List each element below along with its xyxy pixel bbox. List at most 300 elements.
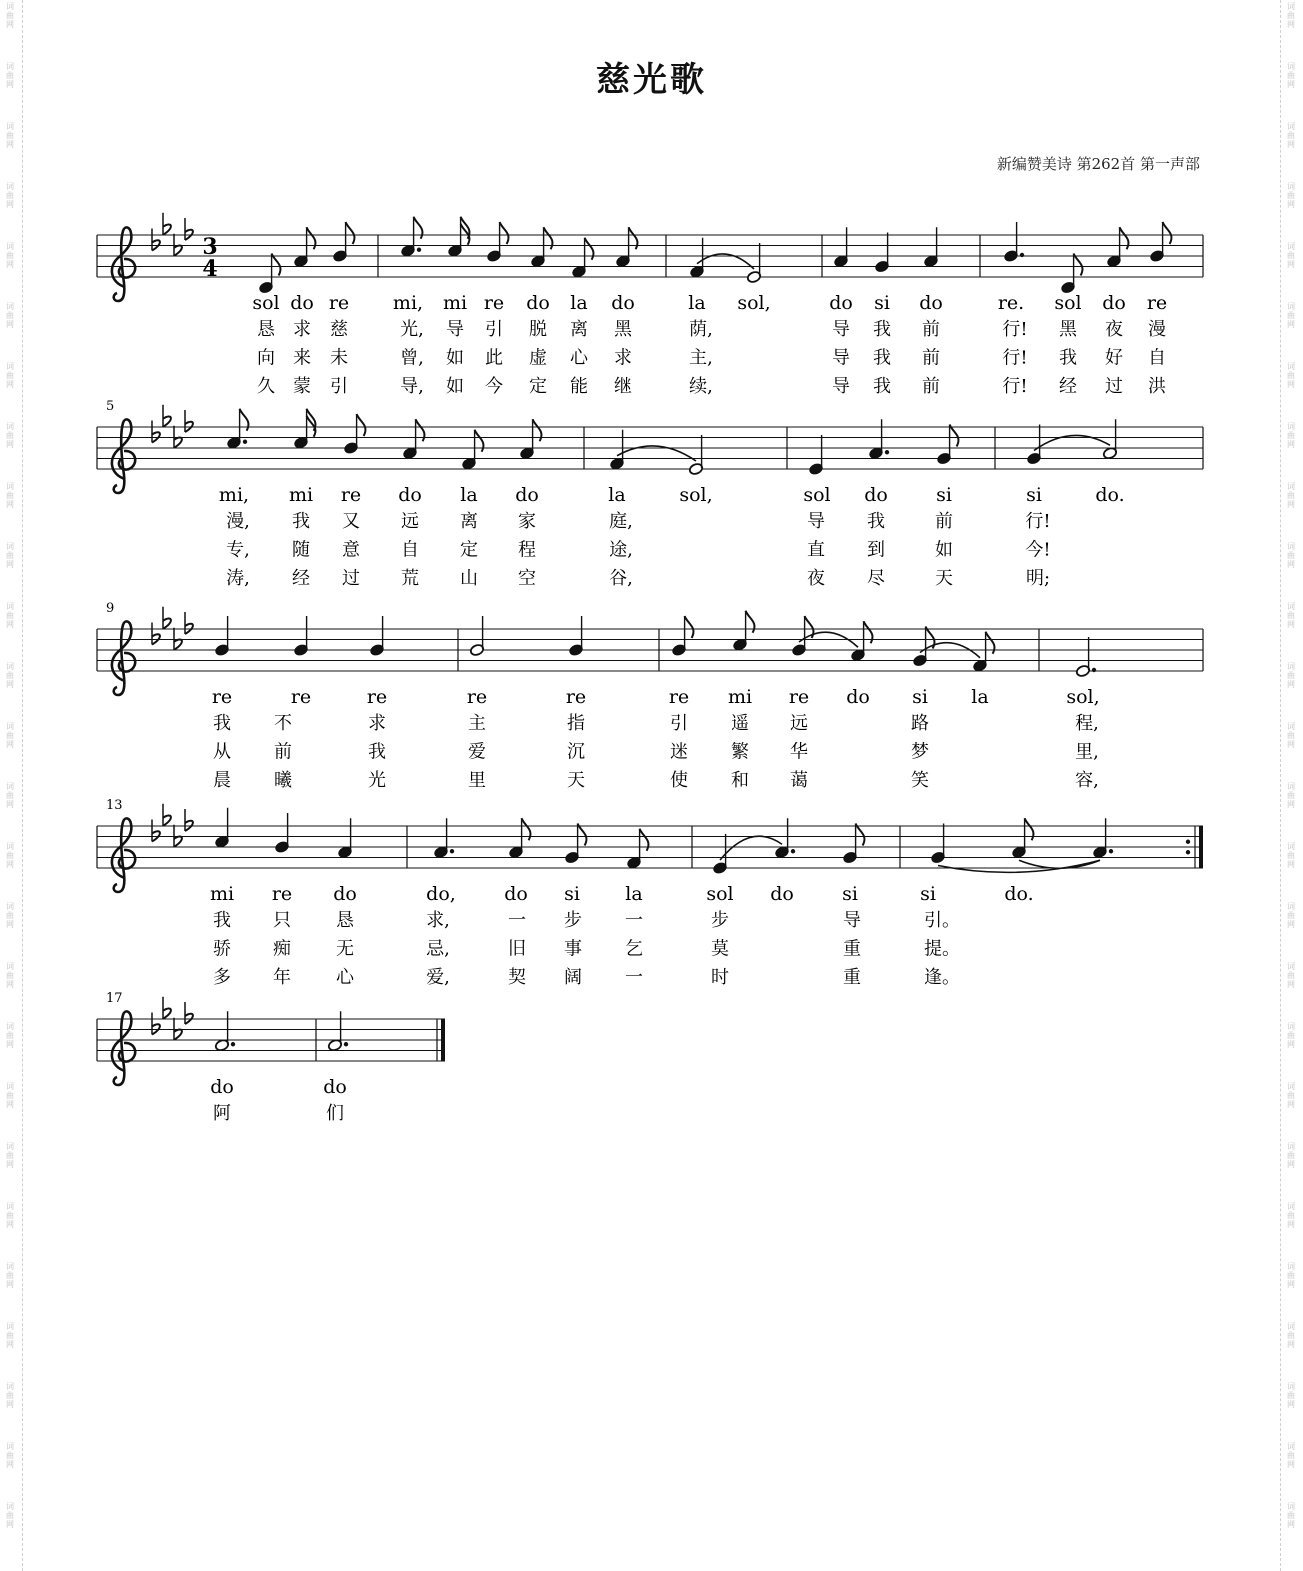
verse-3-character: 经 bbox=[1059, 376, 1077, 397]
verse-3-character: 天 bbox=[935, 568, 953, 589]
verse-3-character: 导 bbox=[832, 376, 850, 397]
verse-1-character: 远 bbox=[401, 511, 419, 532]
watermark-mark: 词 曲 网 bbox=[6, 1022, 14, 1049]
solfege-syllable: do bbox=[846, 686, 870, 708]
note bbox=[842, 824, 864, 865]
verse-1-character: 只 bbox=[273, 910, 291, 931]
note-flag bbox=[950, 425, 959, 447]
augmentation-dot bbox=[1092, 668, 1096, 672]
verse-1-character: 导 bbox=[832, 319, 850, 340]
note bbox=[874, 233, 889, 274]
watermark-mark: 词 曲 网 bbox=[1287, 1262, 1295, 1289]
solfege-syllable: re bbox=[271, 883, 293, 905]
verse-1-character: 我 bbox=[873, 319, 891, 340]
treble-clef-icon bbox=[112, 419, 131, 493]
watermark-mark: 词 曲 网 bbox=[6, 1322, 14, 1349]
note bbox=[214, 616, 229, 657]
verse-3-character: 如 bbox=[446, 376, 464, 397]
verse-2-character: 我 bbox=[873, 347, 891, 369]
note bbox=[689, 238, 704, 279]
solfege-syllable: re bbox=[668, 686, 690, 708]
hymn-source: 新编赞美诗 第262首 第一声部 bbox=[996, 155, 1200, 173]
verse-3-character: 谷, bbox=[609, 568, 633, 589]
augmentation-dot bbox=[450, 849, 454, 853]
verse-2-character: 繁 bbox=[731, 741, 749, 763]
flat-icon bbox=[152, 229, 160, 251]
verse-3-character: 久 bbox=[257, 376, 275, 397]
flat-icon bbox=[174, 628, 182, 650]
verse-1-character: 离 bbox=[570, 319, 588, 340]
treble-clef-icon bbox=[112, 227, 135, 301]
watermark-mark: 词 曲 网 bbox=[6, 902, 14, 929]
watermark-mark: 词 曲 网 bbox=[1287, 902, 1295, 929]
note bbox=[1106, 227, 1128, 268]
solfege-syllable: do bbox=[1102, 292, 1126, 314]
verse-2-character: 我 bbox=[1059, 347, 1077, 369]
repeat-bar-thick bbox=[1199, 826, 1203, 868]
verse-1-character: 导 bbox=[843, 910, 861, 931]
note bbox=[332, 222, 354, 263]
solfege-syllable: do bbox=[770, 883, 794, 905]
verse-1-character: 导 bbox=[807, 511, 825, 532]
watermark-mark: 词 曲 网 bbox=[1287, 1442, 1295, 1469]
flat-icon bbox=[174, 234, 182, 256]
time-signature-bottom: 4 bbox=[202, 256, 218, 282]
verse-2-character: 好 bbox=[1105, 347, 1123, 369]
verse-3-character: 明; bbox=[1025, 568, 1051, 589]
verse-2-character: 途, bbox=[609, 539, 633, 561]
note bbox=[214, 808, 229, 849]
flat-icon bbox=[174, 426, 182, 448]
verse-2-character: 心 bbox=[570, 347, 588, 369]
solfege-syllable: do bbox=[398, 484, 422, 506]
watermark-mark: 词 曲 网 bbox=[1287, 182, 1295, 209]
verse-3-character: 过 bbox=[342, 568, 360, 589]
solfege-syllable: re bbox=[483, 292, 505, 314]
solfege-syllable: do bbox=[919, 292, 943, 314]
verse-3-character: 爱, bbox=[426, 967, 450, 988]
verse-2-character: 痴 bbox=[273, 938, 291, 960]
verse-1-character: 离 bbox=[460, 511, 478, 532]
solfege-syllable: mi bbox=[288, 484, 314, 506]
watermark-mark: 词 曲 网 bbox=[1287, 242, 1295, 269]
solfege-syllable: re bbox=[1146, 292, 1168, 314]
watermark-mark: 词 曲 网 bbox=[6, 482, 14, 509]
watermark-mark: 词 曲 网 bbox=[6, 1202, 14, 1229]
note bbox=[868, 419, 889, 460]
watermark-mark: 词 曲 网 bbox=[6, 182, 14, 209]
measure-number: 13 bbox=[106, 798, 123, 813]
note bbox=[1149, 222, 1171, 263]
verse-2-character: 骄 bbox=[213, 938, 231, 960]
verse-3-character: 逢。 bbox=[924, 967, 960, 988]
verse-2-character: 忌, bbox=[426, 938, 450, 960]
augmentation-dot bbox=[885, 450, 889, 454]
watermark-mark: 词 曲 网 bbox=[6, 1382, 14, 1409]
solfege-syllable: la bbox=[570, 292, 588, 314]
verse-1-character: 求 bbox=[368, 713, 386, 734]
verse-2-character: 随 bbox=[292, 539, 310, 561]
verse-2-character: 此 bbox=[485, 347, 503, 369]
verse-3-character: 光 bbox=[368, 770, 386, 791]
verse-3-character: 笑 bbox=[911, 770, 929, 791]
repeat-dot bbox=[1186, 850, 1190, 854]
watermark-mark: 词 曲 网 bbox=[1287, 1142, 1295, 1169]
verse-1-character: 行! bbox=[1002, 319, 1028, 340]
watermark-mark: 词 曲 网 bbox=[6, 722, 14, 749]
augmentation-dot bbox=[791, 849, 795, 853]
watermark-mark: 词 曲 网 bbox=[6, 1142, 14, 1169]
verse-1-character: 阿 bbox=[213, 1103, 231, 1124]
note bbox=[1102, 419, 1117, 460]
flat-icon bbox=[163, 618, 171, 628]
watermark-mark: 词 曲 网 bbox=[1287, 422, 1295, 449]
verse-3-character: 时 bbox=[711, 967, 729, 988]
note bbox=[688, 435, 703, 476]
verse-2-character: 事 bbox=[564, 938, 582, 960]
verse-2-character: 我 bbox=[368, 741, 386, 763]
note bbox=[293, 409, 315, 450]
watermark-mark: 词 曲 网 bbox=[6, 62, 14, 89]
solfege-syllable: mi bbox=[209, 883, 235, 905]
watermark-mark: 词 曲 网 bbox=[1287, 1502, 1295, 1529]
solfege-syllable: re bbox=[340, 484, 362, 506]
flat-icon bbox=[185, 410, 193, 432]
verse-1-character: 脱 bbox=[529, 319, 547, 340]
watermark-mark: 词 曲 网 bbox=[1287, 122, 1295, 149]
solfege-syllable: do bbox=[526, 292, 550, 314]
verse-2-character: 直 bbox=[807, 539, 825, 561]
time-signature-top: 3 bbox=[202, 234, 218, 260]
verse-3-character: 天 bbox=[567, 770, 585, 791]
verse-3-character: 里 bbox=[468, 770, 486, 791]
watermark-mark: 词 曲 网 bbox=[6, 602, 14, 629]
slur bbox=[720, 836, 782, 860]
verse-2-character: 华 bbox=[790, 741, 808, 763]
verse-2-character: 自 bbox=[401, 539, 419, 561]
verse-3-character: 定 bbox=[529, 376, 547, 397]
verse-3-character: 行! bbox=[1002, 376, 1028, 397]
verse-3-character: 年 bbox=[273, 967, 291, 988]
verse-2-character: 梦 bbox=[911, 741, 929, 763]
verse-1-character: 不 bbox=[274, 713, 292, 734]
verse-1-character: 前 bbox=[935, 511, 953, 532]
treble-clef-icon bbox=[112, 621, 135, 695]
flat-icon bbox=[163, 607, 171, 629]
solfege-syllable: do. bbox=[1095, 484, 1125, 506]
watermark-mark: 词 曲 网 bbox=[6, 122, 14, 149]
solfege-syllable: sol, bbox=[679, 484, 713, 506]
note bbox=[609, 430, 624, 471]
verse-1-character: 求 bbox=[293, 319, 311, 340]
verse-3-character: 心 bbox=[336, 967, 354, 988]
verse-3-character: 荒 bbox=[401, 568, 419, 589]
verse-2-character: 曾, bbox=[400, 347, 424, 369]
note bbox=[214, 1011, 235, 1052]
solfege-syllable: sol bbox=[803, 484, 831, 506]
note-flag bbox=[357, 414, 366, 436]
note-flag bbox=[346, 222, 355, 244]
watermark-mark: 词 曲 网 bbox=[6, 662, 14, 689]
note bbox=[530, 227, 552, 268]
verse-1-character: 遥 bbox=[731, 713, 749, 734]
watermark-mark: 词 曲 网 bbox=[6, 1502, 14, 1529]
note bbox=[337, 818, 352, 859]
verse-3-character: 过 bbox=[1105, 376, 1123, 397]
solfege-syllable: do bbox=[290, 292, 314, 314]
watermark-mark: 词 曲 网 bbox=[6, 1082, 14, 1109]
note bbox=[293, 616, 308, 657]
solfege-syllable: la bbox=[608, 484, 626, 506]
flat-icon bbox=[174, 1018, 182, 1040]
note bbox=[671, 616, 693, 657]
verse-3-character: 继 bbox=[614, 376, 632, 397]
verse-3-character: 涛, bbox=[226, 568, 250, 589]
note bbox=[626, 829, 648, 870]
verse-2-character: 前 bbox=[922, 347, 940, 369]
verse-2-character: 里, bbox=[1075, 741, 1099, 763]
verse-1-character: 引 bbox=[485, 319, 503, 340]
verse-3-character: 能 bbox=[570, 376, 588, 397]
verse-2-character: 沉 bbox=[567, 741, 585, 763]
note bbox=[400, 217, 422, 258]
flat-icon bbox=[185, 1002, 193, 1024]
notes bbox=[211, 217, 1171, 1052]
note bbox=[791, 616, 813, 657]
flat-icon bbox=[152, 1013, 160, 1035]
verse-2-character: 乞 bbox=[625, 938, 643, 960]
verse-3-character: 蒙 bbox=[293, 376, 311, 397]
verse-1-character: 路 bbox=[911, 713, 929, 734]
note bbox=[447, 217, 469, 258]
watermark-mark: 词 曲 网 bbox=[1287, 722, 1295, 749]
watermark-mark: 词 曲 网 bbox=[1287, 542, 1295, 569]
solfege-syllable: sol bbox=[706, 883, 734, 905]
verse-1-character: 慈 bbox=[330, 319, 348, 340]
note bbox=[1060, 254, 1082, 295]
watermark-mark: 词 曲 网 bbox=[6, 302, 14, 329]
verse-2-character: 到 bbox=[867, 539, 885, 561]
note bbox=[850, 621, 872, 662]
note-flag bbox=[685, 616, 694, 638]
solfege-syllable: do bbox=[323, 1076, 347, 1098]
note bbox=[808, 435, 823, 476]
watermark-mark: 词 曲 网 bbox=[1287, 302, 1295, 329]
verse-3-character: 容, bbox=[1075, 770, 1099, 791]
verse-3-character: 一 bbox=[625, 967, 643, 988]
watermark-mark: 词 曲 网 bbox=[1287, 842, 1295, 869]
note bbox=[274, 813, 289, 854]
solfege-syllable: mi, bbox=[392, 292, 424, 314]
note bbox=[343, 414, 365, 455]
verse-3-character: 前 bbox=[922, 376, 940, 397]
solfege-syllable: sol bbox=[1054, 292, 1082, 314]
solfege-syllable: la bbox=[460, 484, 478, 506]
solfege-syllable: re. bbox=[997, 292, 1025, 314]
verse-3-character: 山 bbox=[460, 568, 478, 589]
measure-number: 9 bbox=[106, 601, 115, 616]
verse-3-character: 尽 bbox=[867, 568, 885, 589]
verse-1-character: 步 bbox=[711, 910, 729, 931]
verse-2-character: 求 bbox=[614, 347, 632, 369]
solfege-syllable: re bbox=[366, 686, 388, 708]
verse-1-character: 夜 bbox=[1105, 319, 1123, 340]
verse-1-character: 恳 bbox=[336, 910, 354, 931]
verse-3-character: 晨 bbox=[213, 770, 231, 791]
note-flag bbox=[856, 824, 865, 846]
flat-icon bbox=[163, 213, 171, 235]
verse-2-character: 如 bbox=[935, 539, 953, 561]
solfege-syllable: si bbox=[842, 883, 858, 905]
flat-icon bbox=[163, 997, 171, 1019]
solfege-syllable: si bbox=[874, 292, 890, 314]
solfege-syllable: si bbox=[1026, 484, 1042, 506]
verse-2-character: 提。 bbox=[924, 938, 960, 960]
verse-1-character: 我 bbox=[213, 713, 231, 734]
flat-icon bbox=[174, 1029, 182, 1039]
note bbox=[732, 611, 754, 652]
verse-2-character: 专, bbox=[226, 539, 250, 561]
verse-3-character: 使 bbox=[670, 770, 688, 791]
verse-3-character: 空 bbox=[518, 568, 536, 589]
note bbox=[1026, 425, 1041, 466]
verse-3-character: 阔 bbox=[564, 967, 582, 988]
verse-1-character: 导 bbox=[446, 319, 464, 340]
verse-1-character: 荫, bbox=[689, 319, 713, 340]
solfege-syllable: la bbox=[688, 292, 706, 314]
verse-1-character: 程, bbox=[1075, 713, 1099, 734]
solfege-syllable: la bbox=[625, 883, 643, 905]
verse-2-character: 无 bbox=[336, 938, 354, 960]
verse-3-character: 和 bbox=[731, 770, 749, 791]
note-flag bbox=[578, 824, 587, 846]
verse-2-character: 旧 bbox=[508, 938, 526, 960]
verse-3-character: 契 bbox=[508, 967, 526, 988]
augmentation-dot bbox=[1020, 253, 1024, 257]
note bbox=[1003, 222, 1024, 263]
treble-clef-icon bbox=[112, 419, 135, 493]
flat-icon bbox=[174, 836, 182, 846]
song-title: 慈光歌 bbox=[596, 60, 707, 100]
note bbox=[258, 254, 280, 295]
note bbox=[508, 818, 530, 859]
verse-2-character: 向 bbox=[257, 347, 275, 369]
solfege-syllable: do bbox=[333, 883, 357, 905]
verse-2-character: 重 bbox=[843, 938, 861, 960]
treble-clef-icon bbox=[112, 818, 135, 892]
treble-clef-icon bbox=[112, 621, 131, 695]
verse-3-character: 我 bbox=[873, 376, 891, 397]
note bbox=[369, 616, 384, 657]
flat-icon bbox=[174, 437, 182, 447]
verse-1-character: 主 bbox=[468, 713, 486, 734]
verse-1-character: 求, bbox=[426, 910, 450, 931]
verse-1-character: 黑 bbox=[1059, 319, 1077, 340]
note bbox=[972, 632, 994, 673]
note bbox=[615, 227, 637, 268]
verse-2-character: 定 bbox=[460, 539, 478, 561]
note bbox=[1075, 637, 1096, 678]
staves bbox=[97, 213, 1203, 1085]
flat-icon bbox=[152, 820, 160, 842]
note-flag bbox=[1163, 222, 1172, 244]
watermark-mark: 词 曲 网 bbox=[1287, 962, 1295, 989]
solfege-syllable: re bbox=[565, 686, 587, 708]
solfege-syllable: si bbox=[936, 484, 952, 506]
note-flag bbox=[500, 222, 509, 244]
note bbox=[469, 616, 484, 657]
verse-2-character: 爱 bbox=[468, 741, 486, 763]
measure-number: 17 bbox=[106, 991, 123, 1006]
verse-3-character: 经 bbox=[292, 568, 310, 589]
solfege-syllable: do bbox=[611, 292, 635, 314]
watermark-mark: 词 曲 网 bbox=[1287, 482, 1295, 509]
watermark-mark: 词 曲 网 bbox=[1287, 62, 1295, 89]
treble-clef-icon bbox=[112, 818, 131, 892]
verse-3-character: 今 bbox=[485, 376, 503, 397]
solfege-syllable: re bbox=[328, 292, 350, 314]
solfege-syllable: do bbox=[504, 883, 528, 905]
augmentation-dot bbox=[344, 1042, 348, 1046]
augmentation-dot bbox=[243, 440, 247, 444]
solfege-syllable: si bbox=[564, 883, 580, 905]
flat-icon bbox=[163, 416, 171, 426]
note bbox=[461, 430, 483, 471]
solfege-syllable: mi bbox=[727, 686, 753, 708]
flat-icon bbox=[185, 218, 193, 240]
watermark-mark: 词 曲 网 bbox=[6, 362, 14, 389]
flat-icon bbox=[174, 245, 182, 255]
measure-number: 5 bbox=[106, 399, 115, 414]
verse-3-character: 蔼 bbox=[790, 770, 808, 791]
verse-1-character: 漫, bbox=[226, 511, 250, 532]
watermark-mark: 词 曲 网 bbox=[6, 542, 14, 569]
note bbox=[519, 419, 541, 460]
note-flag bbox=[1074, 254, 1083, 276]
note bbox=[568, 616, 583, 657]
verse-3-character: 导, bbox=[400, 376, 424, 397]
verse-2-character: 未 bbox=[330, 347, 348, 369]
note bbox=[402, 419, 424, 460]
verse-1-character: 家 bbox=[518, 511, 536, 532]
verse-3-character: 引 bbox=[330, 376, 348, 397]
verse-2-character: 今! bbox=[1025, 539, 1051, 561]
watermark-mark: 词 曲 网 bbox=[6, 1442, 14, 1469]
verse-1-character: 远 bbox=[790, 713, 808, 734]
verse-3-character: 夜 bbox=[807, 568, 825, 589]
verse-1-character: 行! bbox=[1025, 511, 1051, 532]
note bbox=[833, 227, 848, 268]
watermark-mark: 词 曲 网 bbox=[6, 782, 14, 809]
note bbox=[930, 824, 945, 865]
verse-1-character: 前 bbox=[922, 319, 940, 340]
note bbox=[936, 425, 958, 466]
solfege-syllable: do, bbox=[426, 883, 456, 905]
verse-2-character: 主, bbox=[689, 347, 713, 369]
solfege-syllable: mi, bbox=[218, 484, 250, 506]
verse-3-character: 多 bbox=[213, 967, 231, 988]
verse-2-character: 导 bbox=[832, 347, 850, 369]
verse-1-character: 引 bbox=[670, 713, 688, 734]
verse-2-character: 莫 bbox=[711, 938, 729, 960]
verse-2-character: 迷 bbox=[670, 741, 688, 763]
note bbox=[1092, 818, 1113, 859]
solfege-syllable: re bbox=[290, 686, 312, 708]
solfege-syllable: la bbox=[971, 686, 989, 708]
verse-1-character: 我 bbox=[867, 511, 885, 532]
verse-1-character: 步 bbox=[564, 910, 582, 931]
flat-icon bbox=[185, 612, 193, 634]
